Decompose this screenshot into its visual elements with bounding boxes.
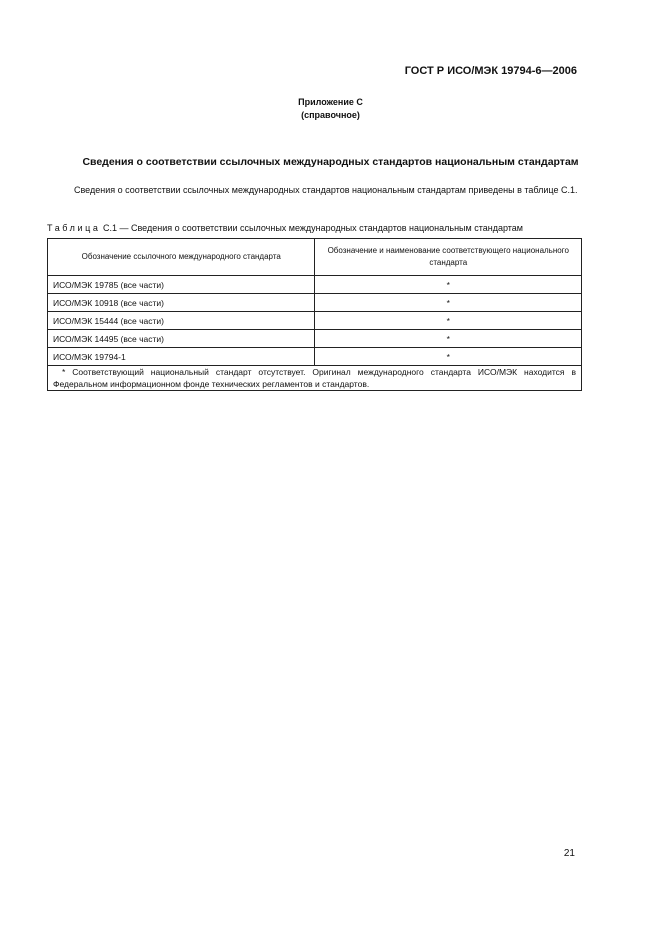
document-code: ГОСТ Р ИСО/МЭК 19794-6—2006 xyxy=(404,65,577,77)
appendix-title: Приложение С xyxy=(298,97,363,107)
table-caption-prefix: Таблица xyxy=(47,223,101,233)
footnote-text: * Соответствующий национальный стандарт отсутствует. Оригинал международного стандарта ИСО/МЭК находится в Федеральном информационном фонде технических регламентов и стандартов. xyxy=(53,367,576,389)
table-caption xyxy=(47,223,587,233)
table-header-row xyxy=(48,239,582,276)
cell-national: * xyxy=(315,294,582,312)
intro-paragraph: Сведения о соответствии ссылочных международных стандартов национальным стандартам приведены в таблице С.1. xyxy=(74,185,578,195)
table-row xyxy=(48,294,582,312)
cell-international: ИСО/МЭК 19785 (все части) xyxy=(48,276,315,294)
table-footnote-row xyxy=(48,366,582,391)
standards-table xyxy=(47,238,582,391)
table-row xyxy=(48,276,582,294)
appendix-heading xyxy=(0,96,661,122)
appendix-subtitle: (справочное) xyxy=(301,110,360,120)
table-footnote xyxy=(48,366,582,391)
cell-national: * xyxy=(315,348,582,366)
table-row xyxy=(48,312,582,330)
section-title: Сведения о соответствии ссылочных международных стандартов национальным стандартам xyxy=(82,156,579,168)
cell-international: ИСО/МЭК 14495 (все части) xyxy=(48,330,315,348)
cell-international: ИСО/МЭК 19794-1 xyxy=(48,348,315,366)
cell-national: * xyxy=(315,312,582,330)
cell-national: * xyxy=(315,276,582,294)
table-row xyxy=(48,348,582,366)
cell-national: * xyxy=(315,330,582,348)
table-caption-text: С.1 — Сведения о соответствии ссылочных международных стандартов национальным стандартам xyxy=(100,223,523,233)
table-row xyxy=(48,330,582,348)
page-number: 21 xyxy=(563,848,575,859)
cell-international: ИСО/МЭК 10918 (все части) xyxy=(48,294,315,312)
header-national-standard: Обозначение и наименование соответствующего национального стандарта xyxy=(315,239,582,276)
cell-international: ИСО/МЭК 15444 (все части) xyxy=(48,312,315,330)
header-international-standard: Обозначение ссылочного международного стандарта xyxy=(48,239,315,276)
